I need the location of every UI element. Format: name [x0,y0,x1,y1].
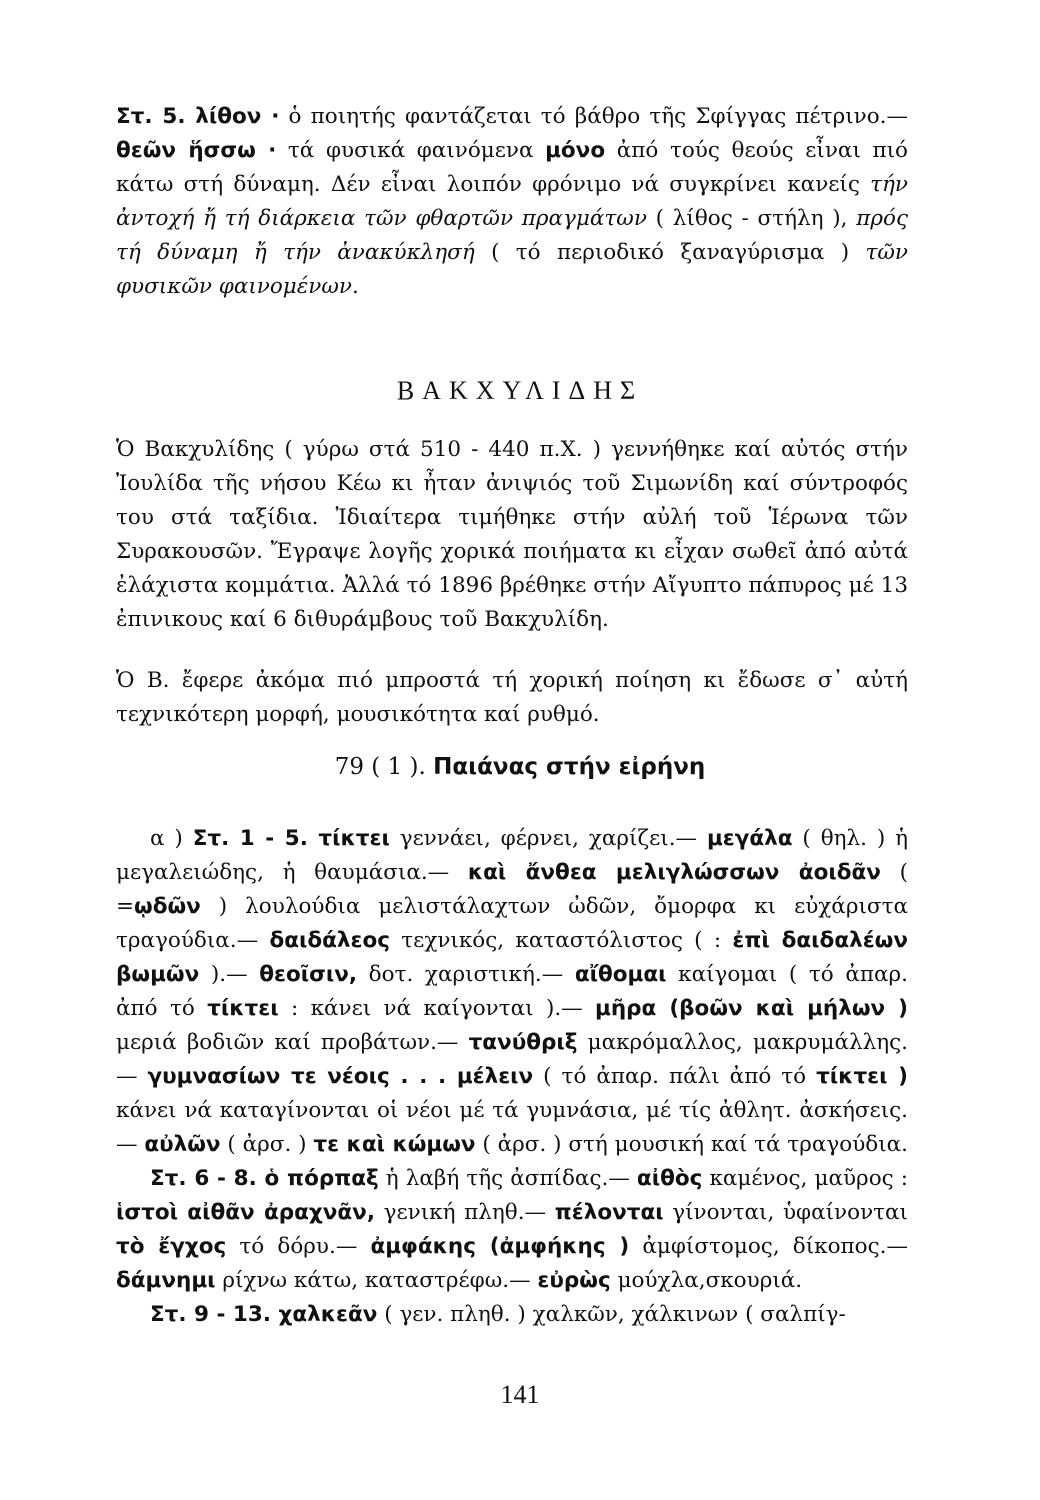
note-text: ( γεν. πληθ. ) χαλκῶν, χάλκινων ( σαλπίγ- [377,1302,846,1327]
note-text: κάνει νά καταγίνονται οἱ νέοι μέ τά γυμνάσια, μέ τίς ἀθλητ. ἀσκήσεις.— [116,1098,908,1157]
commentary-notes-9-13 [116,1298,908,1332]
note-lemma: θεῶν ἥσσω · [116,138,277,163]
note-lemma: αὐλῶν [144,1132,221,1157]
note-lemma: ἱστοὶ αἰθᾶν ἀραχνᾶν, [116,1200,375,1225]
note-text: ( = [116,860,908,919]
note-text: ρίχνω κάτω, καταστρέφω.— [215,1268,538,1293]
note-text: τό δόρυ.— [226,1234,371,1259]
note-text: μούχλα,σκουριά. [610,1268,803,1293]
note-text: γενική πληθ.— [375,1200,555,1225]
note-lemma: τὸ ἔγχος [116,1234,227,1259]
note-text: ) λουλούδια μελιστάλαχτων ὠδῶν, ὄμορφα κι εὐχάριστα τραγούδια.— [116,894,908,953]
note-text: ἀμφίστομος, δίκοπος.— [629,1234,908,1259]
hymn-heading [0,754,1040,780]
note-lemma: μεγάλα [706,826,793,851]
note-text: α ) [150,826,193,851]
note-lemma: Στ. 6 - 8. ὁ πόρπαξ [150,1166,379,1191]
note-text: : κάνει νά καίγονται ).— [278,996,596,1021]
note-text: ( τό ἀπαρ. πάλι ἀπό τό [533,1064,817,1089]
note-lemma: ῳδῶν [134,894,201,919]
hymn-title: Παιάνας στήν εἰρήνη [433,754,706,780]
note-italic: τήν ἀντοχή ἤ τή διάρκεια τῶν φθαρτῶν πραγμάτων [116,172,908,231]
note-lemma: θεοῖσιν, [259,962,358,987]
note-lemma: δαιδάλεος [269,928,390,953]
note-text: ὁ ποιητής φαντάζεται τό βάθρο τῆς Σφίγγας πέτρινο.— [279,104,908,129]
note-text: καίγομαι ( τό ἀπαρ. ἀπό τό [116,962,908,1021]
hymn-number: 79 ( 1 ). [334,754,426,780]
note-lemma: τίκτει [207,996,279,1021]
note-text: ( θηλ. ) ἡ μεγαλειώδης, ἡ θαυμάσια.— [116,826,909,885]
note-lemma: καὶ ἄνθεα μελιγλώσσων ἀοιδᾶν [467,860,881,885]
commentary-notes-6-8 [116,1162,908,1298]
note-lemma: αἴθομαι [574,962,667,987]
note-text: γεννάει, φέρνει, χαρίζει.— [389,826,707,851]
note-lemma: ἀμφάκης (ἀμφήκης ) [370,1234,630,1259]
note-text: τεχνικός, καταστόλιστος ( : [390,928,733,953]
note-text: ( ἀρσ. ) [220,1132,314,1157]
note-italic: πρός τή δύναμη ἤ τήν ἀνακύκλησή [116,206,908,265]
note-lemma: εὐρὼς [537,1268,611,1293]
note-lemma: Στ. 9 - 13. χαλκεᾶν [150,1302,378,1327]
note-text: μακρόμαλλος, μακρυμάλλης.— [116,1030,909,1089]
note-lemma: Στ. 1 - 5. τίκτει [192,826,390,851]
note-text: ἀπό τούς θεούς εἶναι πιό κάτω στή δύναμη. Δέν εἶναι λοιπόν φρόνιμο νά συγκρίνει κανείς [116,138,908,197]
note-text: ἡ λαβή τῆς ἀσπίδας.— [378,1166,637,1191]
note-lemma: αἰθὸς [636,1166,703,1191]
note-lemma: δάμνημι [116,1268,216,1293]
note-text: μεριά βοδιῶν καί προβάτων.— [116,1030,469,1055]
note-text: ).— [199,962,260,987]
note-lemma: τανύθριξ [468,1030,578,1055]
note-lemma: Στ. 5. λίθον · [116,104,280,129]
note-lemma: γυμνασίων τε νέοις . . . μέλειν [147,1064,534,1089]
note-lemma: μῆρα (βοῶν καὶ μήλων ) [595,996,908,1021]
commentary-note-st5 [116,100,908,304]
note-text: γίνονται, ὑφαίνονται [663,1200,908,1225]
section-title: ΒΑΚΧΥΛΙΔΗΣ [396,376,644,405]
biography-paragraph: Ὁ Βακχυλίδης ( γύρω στά 510 - 440 π.Χ. ) γεννήθηκε καί αὐτός στήν Ἰουλίδα τῆς νήσου Κέω κι ἦταν ἀνιψιός τοῦ Σιμωνίδη καί σύντροφός του στά ταξίδια. Ἰδιαίτερα τιμήθηκε στήν αὐλή τοῦ Ἱέρωνα τῶν Συρακουσῶν. Ἔγραψε λογῆς χορικά ποιήματα κι εἶχαν σωθεῖ ἀπό αὐτά ἐλάχιστα κομμάτια. Ἀλλά τό 1896 βρέθηκε στήν Αἴγυπτο πάπυρος μέ 13 ἐπινικους καί 6 διθυράμβους τοῦ Βακχυλίδη. [116,437,908,632]
note-text: ( τό περιοδικό ξαναγύρισμα ) [474,240,866,265]
note-text: ( λίθος - στήλη ), [646,206,857,231]
note-italic: τῶν φυσικῶν φαινομένων. [116,240,908,299]
note-text: δοτ. χαριστική.— [357,962,575,987]
note-lemma: τε καὶ κώμων [313,1132,476,1157]
commentary-notes-1-5 [116,822,908,1162]
note-lemma: πέλονται [554,1200,664,1225]
note-lemma: τίκτει ) [816,1064,908,1089]
biography-paragraph-2: Ὁ Β. ἔφερε ἀκόμα πιό μπροστά τή χορική ποίηση κι ἔδωσε σ᾽ αὐτή τεχνικότερη μορφή, μουσικότητα καί ρυθμό. [116,668,908,727]
page-number: 141 [500,1380,540,1409]
note-text: ( ἀρσ. ) στή μουσική καί τά τραγούδια. [475,1132,909,1157]
note-text: τά φυσικά φαινόμενα [276,138,546,163]
note-emphasis: μόνο [545,138,606,163]
note-text: καμένος, μαῦρος : [702,1166,909,1191]
note-lemma: ἐπὶ δαιδαλέων βωμῶν [116,928,909,987]
